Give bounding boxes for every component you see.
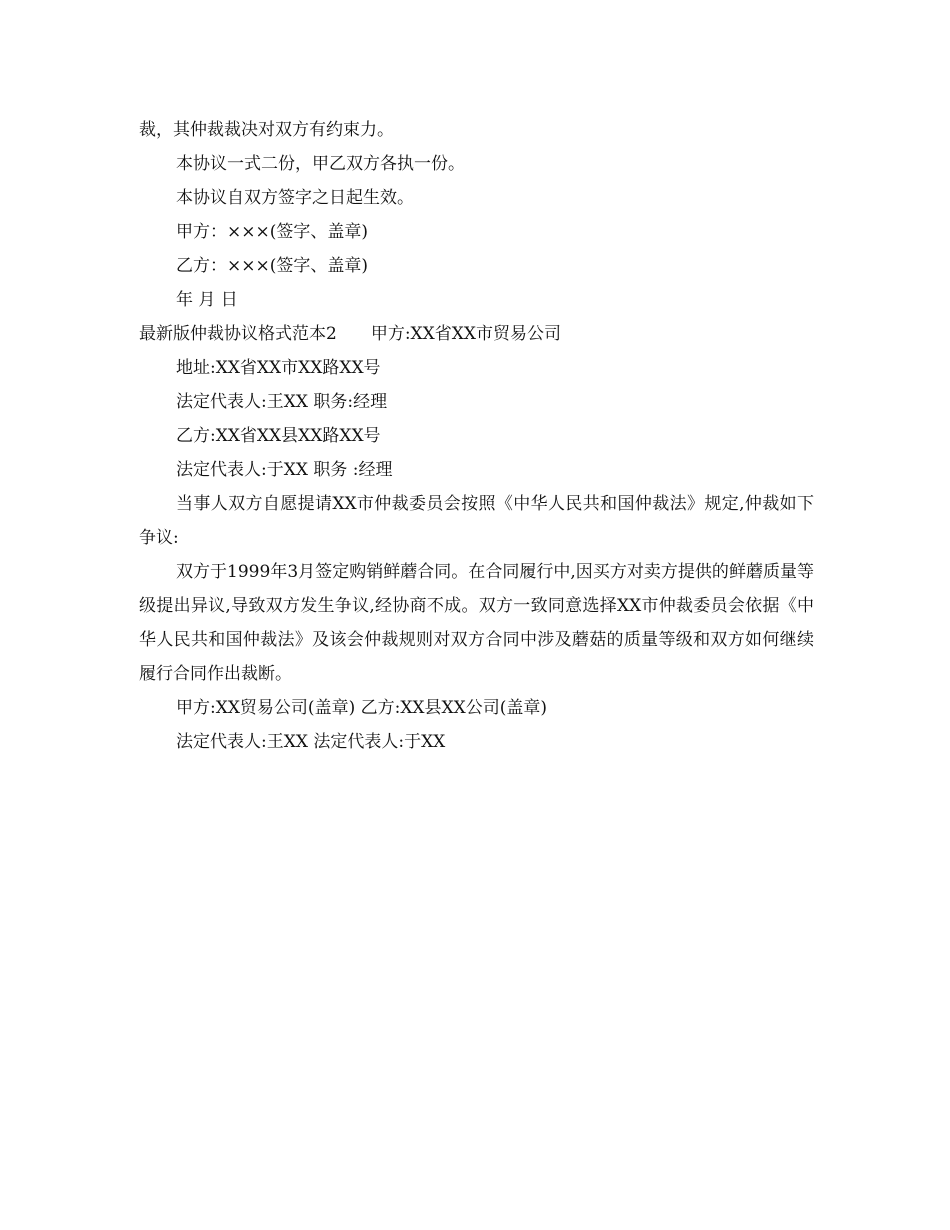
paragraph-arbitration-binding: 裁，其仲裁裁决对双方有约束力。 bbox=[139, 120, 394, 140]
paragraph-dispute-description: 双方于1999年3月签定购销鲜蘑合同。在合同履行中,因买方对卖方提供的鲜蘑质量等级提出异议,导致双方发生争议,经协商不成。双方一致同意选择XX市仲裁委员会依据《中华人民共和国仲裁法》及该会仲裁规则对双方合同中涉及蘑菇的质量等级和双方如何继续履行合同作出裁断。 bbox=[139, 562, 814, 684]
template-2-title-line: 最新版仲裁协议格式范本2 甲方:XX省XX市贸易公司 bbox=[139, 324, 561, 344]
party-a-signature-line: 甲方：×××(签字、盖章) bbox=[176, 222, 368, 242]
party-b-address: 乙方:XX省XX县XX路XX号 bbox=[176, 426, 381, 446]
party-b-signature-line: 乙方：×××(签字、盖章) bbox=[176, 256, 368, 276]
paragraph-effective-date: 本协议自双方签字之日起生效。 bbox=[176, 188, 414, 208]
party-b-representative: 法定代表人:于XX 职务 :经理 bbox=[176, 460, 393, 480]
representatives-line: 法定代表人:王XX 法定代表人:于XX bbox=[176, 732, 446, 752]
parties-seal-line: 甲方:XX贸易公司(盖章) 乙方:XX县XX公司(盖章) bbox=[176, 698, 548, 718]
date-line: 年 月 日 bbox=[176, 290, 238, 310]
party-a-address: 地址:XX省XX市XX路XX号 bbox=[176, 358, 381, 378]
paragraph-copies: 本协议一式二份，甲乙双方各执一份。 bbox=[176, 154, 465, 174]
document-body bbox=[139, 113, 814, 759]
paragraph-arbitration-request: 当事人双方自愿提请XX市仲裁委员会按照《中华人民共和国仲裁法》规定,仲裁如下争议: bbox=[139, 494, 814, 548]
party-a-representative: 法定代表人:王XX 职务:经理 bbox=[176, 392, 388, 412]
